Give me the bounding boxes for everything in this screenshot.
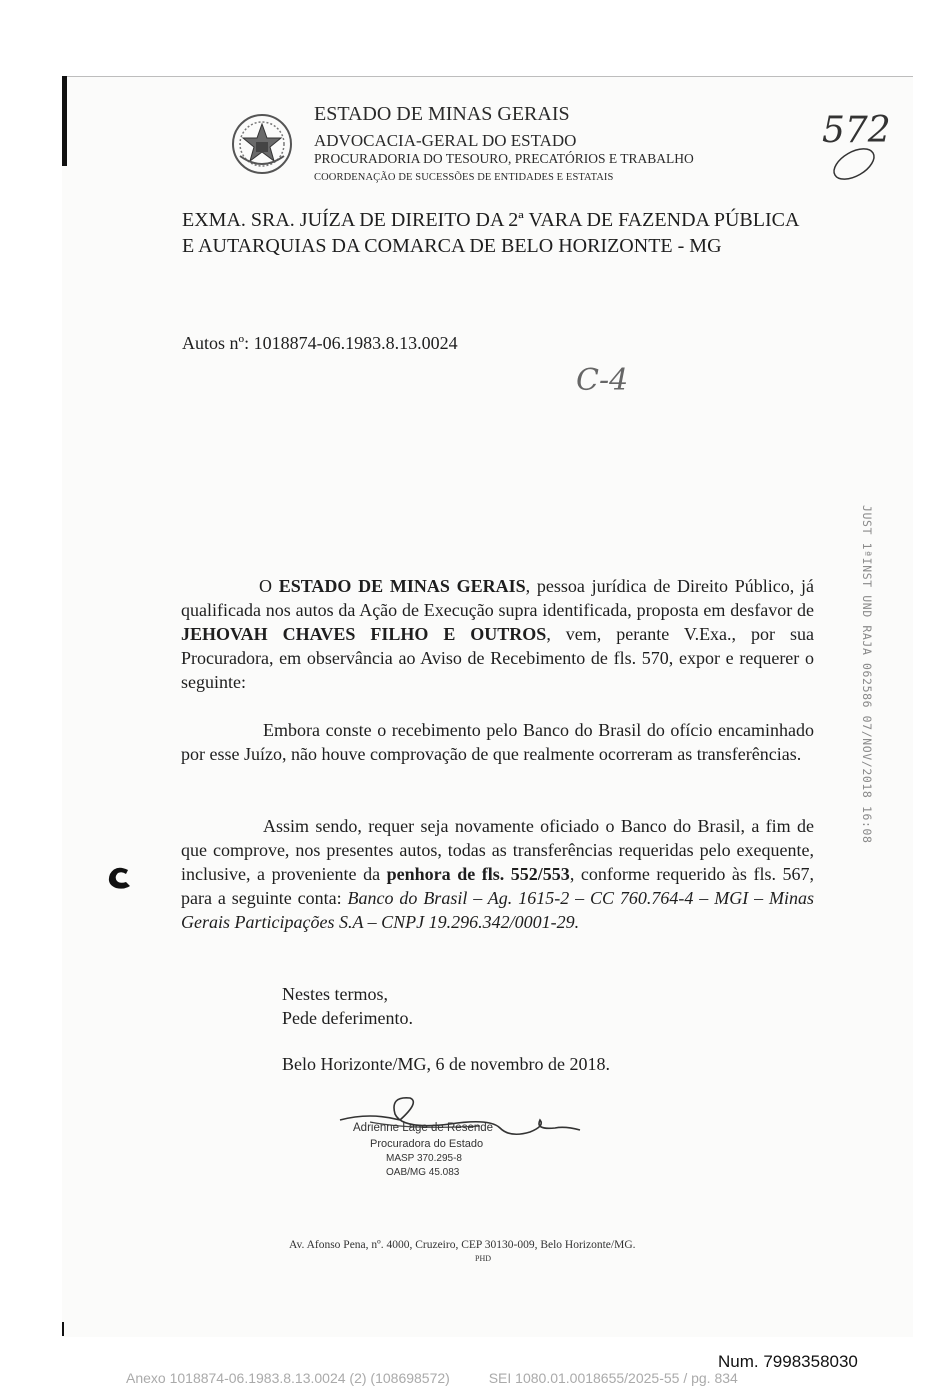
signer-masp: MASP 370.295-8 [386,1153,462,1164]
svg-text:C-4: C-4 [576,363,629,398]
signer-title: Procuradora do Estado [370,1138,484,1150]
header-office: PROCURADORIA DO TESOURO, PRECATÓRIOS E TRABALHO [314,151,694,166]
scan-edge-bar [62,76,67,166]
state-coat-of-arms-icon [230,112,294,176]
handwritten-page-number [808,104,898,186]
header-coordination: COORDENAÇÃO DE SUCESSÕES DE ENTIDADES E ESTATAIS [314,172,614,183]
scan-edge-mark [62,1322,64,1336]
paragraph-2: Embora conste o recebimento pelo Banco do Brasil do ofício encaminhado por esse Juízo, não houve comprovação de que realmente ocorreram as transferências. [181,720,814,764]
place-date: Belo Horizonte/MG, 6 de novembro de 2018. [282,1054,610,1074]
addressee [182,207,799,259]
closing-line-2: Pede deferimento. [282,1008,413,1028]
footer-initials: PHD [475,1254,492,1263]
seizure-reference: penhora de fls. 552/553 [386,864,570,884]
handwritten-note [572,356,652,402]
footer-address: Av. Afonso Pena, nº. 4000, Cruzeiro, CEP 30130-009, Belo Horizonte/MG. [289,1239,636,1251]
protocol-stamp: JUST 1ªINST UND RAJA 062586 07/NOV/2018 16:08 [860,505,874,844]
annex-reference: Anexo 1018874-06.1983.8.13.0024 (2) (108698572) SEI 1080.01.0018655/2025-55 / pg. 834 [126,1370,738,1386]
closing-line-1: Nestes termos, [282,984,388,1004]
signer-name: Adrienne Lage de Resende [353,1122,494,1134]
header-agency: ADVOCACIA-GERAL DO ESTADO [314,131,577,150]
paragraph-3: Assim sendo, requer seja novamente oficiado o Banco do Brasil, a fim de que comprove, nos presentes autos, todas as transferências requeridas pelo exequente, inclusive, a proveniente da penhora de fls. 552/553, conforme requerido às fls. 567, para a seguinte conta: Banco do Brasil – Ag. 1615-2 – CC 760.764-4 – MGI – Minas Gerais Participações S.A – CNPJ 19.296.342/0001-29. [181,816,814,932]
paragraph-1: O ESTADO DE MINAS GERAIS, pessoa jurídica de Direito Público, já qualificada nos autos da Ação de Execução supra identificada, proposta em desfavor de JEHOVAH CHAVES FILHO E OUTROS, vem, perante V.Exa., por sua Procuradora, em observância ao Aviso de Recebimento de fls. 570, expor e requerer o seguinte: [181,576,814,692]
party-name: JEHOVAH CHAVES FILHO E OUTROS [181,624,547,644]
svg-text:572: 572 [822,110,891,151]
addressee-line-1: EXMA. SRA. JUÍZA DE DIREITO DA 2ª VARA DE FAZENDA PÚBLICA [182,209,800,231]
header-state: ESTADO DE MINAS GERAIS [314,103,570,125]
document-number: Num. 7998358030 [718,1352,858,1371]
margin-c-mark [102,862,134,894]
signer-oab: OAB/MG 45.083 [386,1167,460,1178]
addressee-line-2: E AUTARQUIAS DA COMARCA DE BELO HORIZONTE - MG [182,235,722,257]
case-number: Autos nº: 1018874-06.1983.8.13.0024 [182,333,458,353]
state-name: ESTADO DE MINAS GERAIS [278,576,526,596]
bank-account: Banco do Brasil – Ag. 1615-2 – CC 760.764-4 – MGI – Minas Gerais Participações S.A – CNPJ 19.296.342/0001-29. [181,888,814,932]
